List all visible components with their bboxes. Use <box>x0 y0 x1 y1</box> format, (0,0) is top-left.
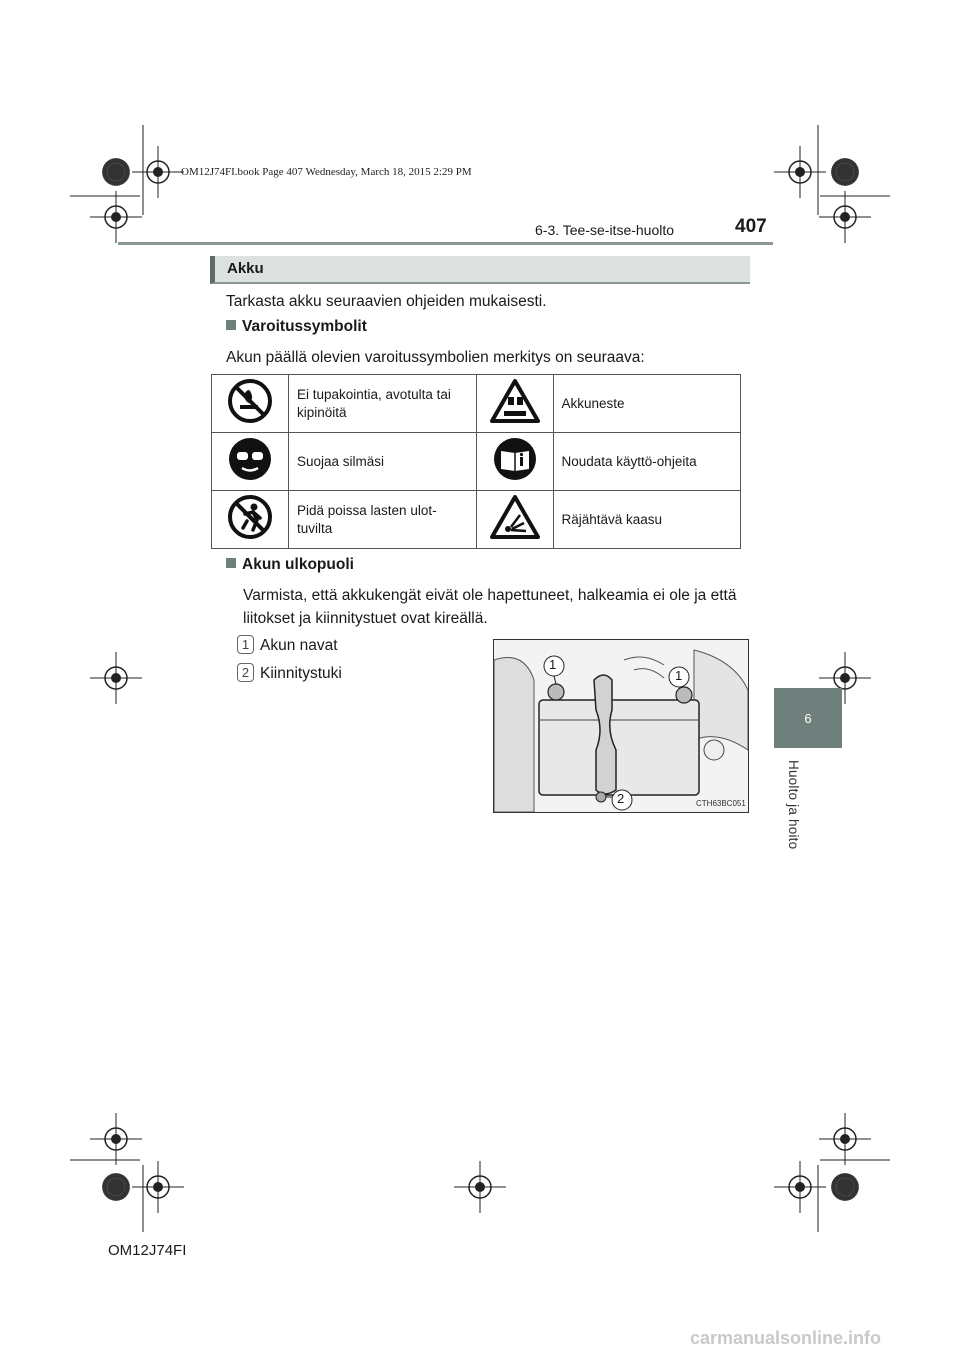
symbol-text: Noudata käyttö-ohjeita <box>553 433 741 491</box>
eye-protection-icon <box>227 436 273 482</box>
section-heading-bar <box>210 256 750 284</box>
symbol-text: Suojaa silmäsi <box>289 433 477 491</box>
warning-symbols-heading <box>226 318 367 336</box>
page-number: 407 <box>735 216 767 237</box>
battery-exterior-heading <box>226 556 354 574</box>
explosive-gas-icon <box>490 495 540 539</box>
section-title: Akku <box>227 260 264 277</box>
callout-number: 1 <box>237 635 254 654</box>
header-rule <box>118 242 773 245</box>
print-mark: OM12J74FI.book Page 407 Wednesday, March 18, 2015 2:29 PM <box>181 166 472 178</box>
bullet-square <box>226 558 236 568</box>
symbol-text: Pidä poissa lasten ulot-tuvilta <box>289 491 477 549</box>
warning-symbols-heading-text: Varoitussymbolit <box>242 318 367 335</box>
intro-text: Tarkasta akku seuraavien ohjeiden mukaisesti. <box>226 293 547 310</box>
read-manual-icon <box>492 436 538 482</box>
chapter-number: 6 <box>804 710 812 726</box>
table-row <box>212 433 741 491</box>
symbol-cell <box>212 433 289 491</box>
warning-symbols-table <box>211 374 741 549</box>
legend-label: Kiinnitystuki <box>260 665 342 682</box>
figure-callout: 2 <box>617 791 625 806</box>
chapter-tab <box>774 688 842 748</box>
symbol-cell <box>212 375 289 433</box>
battery-exterior-heading-text: Akun ulkopuoli <box>242 556 354 573</box>
battery-illustration <box>494 640 748 812</box>
acid-warning-icon <box>490 379 540 423</box>
watermark: carmanualsonline.info <box>690 1328 882 1348</box>
bullet-square <box>226 320 236 330</box>
callout-number: 2 <box>237 663 254 682</box>
table-row <box>212 491 741 549</box>
symbol-text: Räjähtävä kaasu <box>553 491 741 549</box>
symbol-cell <box>212 491 289 549</box>
header-section-title: 6-3. Tee-se-itse-huolto <box>535 222 675 238</box>
keep-children-away-icon <box>227 494 273 540</box>
symbol-cell <box>476 491 553 549</box>
legend-label: Akun navat <box>260 637 338 654</box>
symbol-text: Ei tupakointia, avotulta tai kipinöitä <box>289 375 477 433</box>
legend-item <box>237 662 342 685</box>
footer-doc-code: OM12J74FI <box>108 1242 187 1259</box>
chapter-title: Huolto ja hoito <box>786 760 801 850</box>
table-row <box>212 375 741 433</box>
figure-callout: 1 <box>675 668 683 683</box>
battery-figure <box>493 639 749 813</box>
symbol-cell <box>476 375 553 433</box>
figure-code: CTH63BC051 <box>696 799 746 808</box>
legend-item <box>237 634 338 657</box>
figure-callout: 1 <box>549 657 557 672</box>
battery-exterior-text: Varmista, että akkukengät eivät ole hapettuneet, halkeamia ei ole ja että liitokset ja kiinnitystuet ovat kireällä. <box>243 587 737 627</box>
no-smoking-icon <box>227 378 273 424</box>
warning-symbols-description: Akun päällä olevien varoitussymbolien merkitys on seuraava: <box>226 349 645 366</box>
symbol-text: Akkuneste <box>553 375 741 433</box>
symbol-cell <box>476 433 553 491</box>
